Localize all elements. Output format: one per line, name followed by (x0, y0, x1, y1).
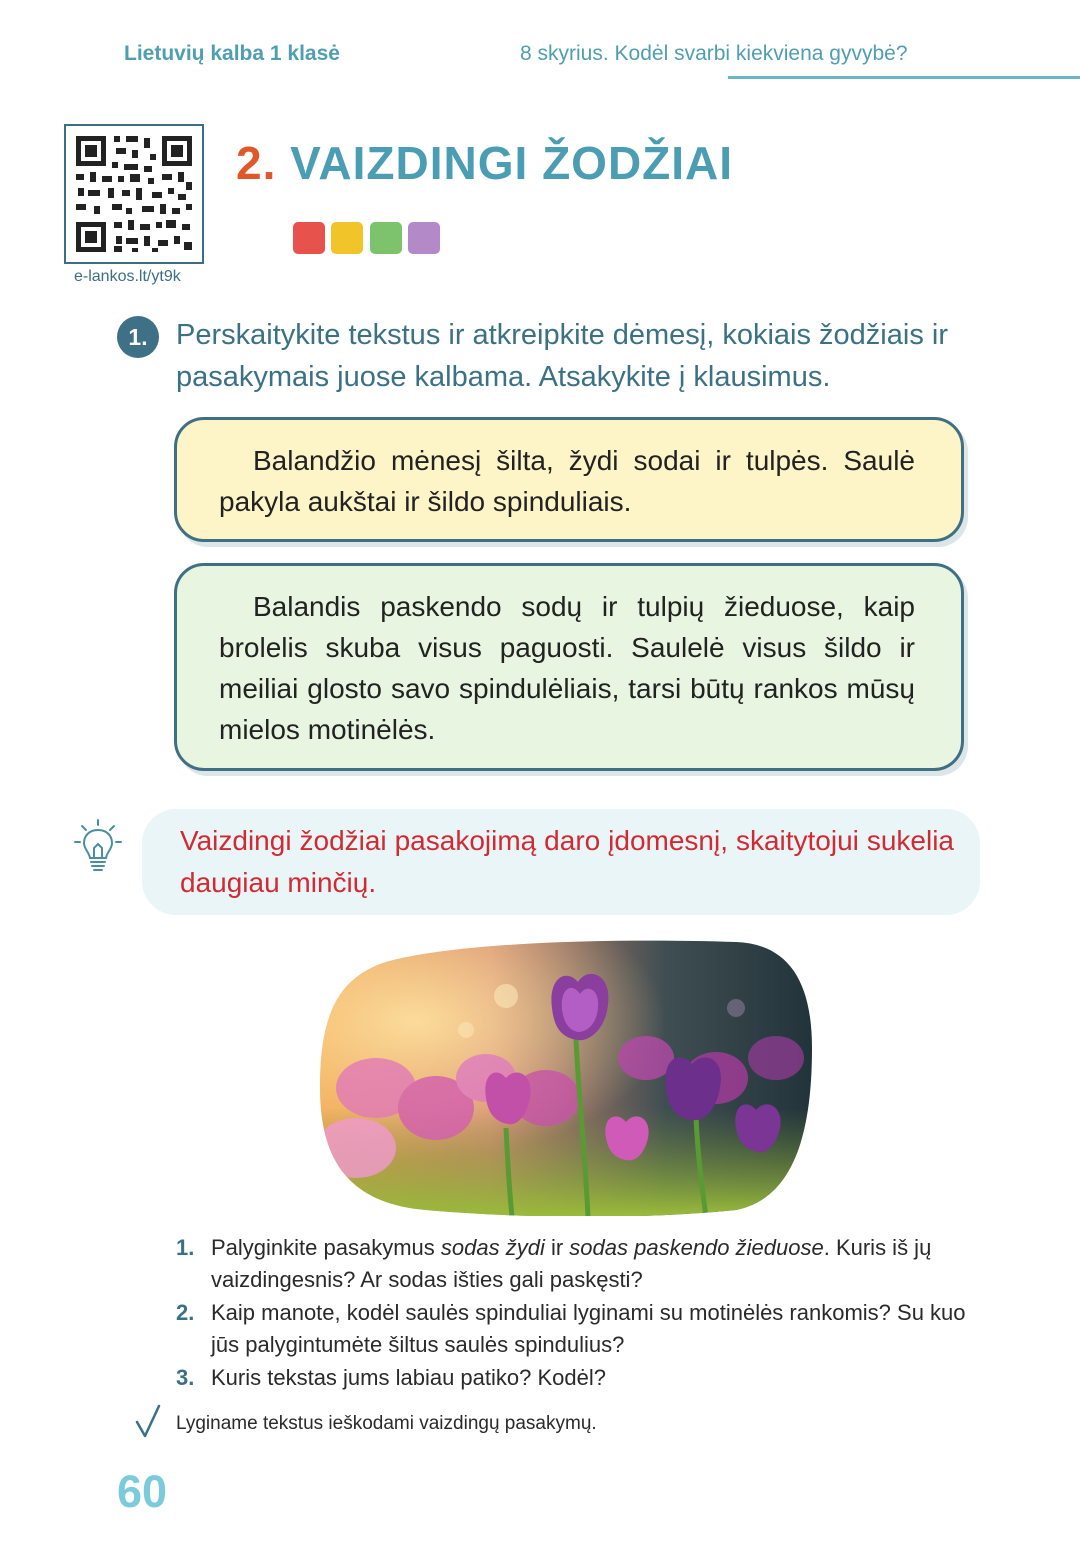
vivid-text-card (174, 563, 964, 771)
checkmark-icon (134, 1404, 162, 1445)
question-text: ir (544, 1235, 570, 1260)
tip-text: Vaizdingi žodžiai pasakojimą daro įdomesnį, skaitytojui sukelia daugiau minčių. (180, 825, 954, 898)
plain-text: Balandžio mėnesį šilta, žydi sodai ir tulpės. Saulė pakyla aukštai ir šildo spinduliais. (219, 445, 915, 517)
lesson-title-text: VAIZDINGI ŽODŽIAI (290, 137, 734, 189)
question-number: 1. (176, 1235, 195, 1260)
qr-code-icon (66, 126, 202, 262)
question-item (176, 1232, 966, 1296)
qr-link[interactable]: e-lankos.lt/yt9k (74, 268, 181, 285)
level-square-green (370, 222, 402, 254)
tip-box (142, 809, 980, 915)
chapter-title: 8 skyrius. Kodėl svarbi kiekviena gyvybė? (520, 42, 908, 65)
book-title: Lietuvių kalba 1 klasė (124, 42, 340, 65)
phrase-italic: sodas žydi (440, 1235, 545, 1260)
question-number: 3. (176, 1365, 195, 1390)
question-list (176, 1232, 966, 1395)
vivid-text: Balandis paskendo sodų ir tulpių žieduose, kaip brolelis skuba visus paguosti. Saulelė visus šildo ir meiliai glosto savo spindulėliais, tarsi būtų rankos mūsų mielos motinėlės. (219, 591, 915, 745)
level-square-yellow (331, 222, 363, 254)
phrase-italic: sodas paskendo žieduose (569, 1235, 824, 1260)
lesson-number: 2. (236, 137, 277, 189)
lightbulb-icon (74, 818, 122, 879)
tulips-photo (316, 938, 816, 1221)
page-number: 60 (117, 1466, 168, 1517)
learning-goal: Lyginame tekstus ieškodami vaizdingų pasakymų. (176, 1413, 597, 1434)
question-text: Palyginkite pasakymus (211, 1235, 441, 1260)
question-item (176, 1362, 966, 1394)
question-item (176, 1297, 966, 1361)
qr-code[interactable] (64, 124, 204, 264)
question-number: 2. (176, 1300, 195, 1325)
plain-text-card (174, 417, 964, 542)
question-text: Kuris tekstas jums labiau patiko? Kodėl? (211, 1365, 606, 1390)
task-number-badge: 1. (117, 316, 159, 358)
task-instruction: Perskaitykite tekstus ir atkreipkite dėmesį, kokiais žodžiais ir pasakymais juose kalbama. Atsakykite į klausimus. (176, 319, 948, 393)
lesson-title (236, 136, 733, 190)
header-rule (728, 76, 1080, 79)
question-text: . Kuris iš jų vaizdingesnis? Ar sodas išties gali paskęsti? (211, 1235, 932, 1292)
level-square-purple (408, 222, 440, 254)
question-text: Kaip manote, kodėl saulės spinduliai lyginami su motinėlės rankomis? Su kuo jūs palygintumėte šiltus saulės spindulius? (211, 1300, 966, 1357)
level-square-red (293, 222, 325, 254)
